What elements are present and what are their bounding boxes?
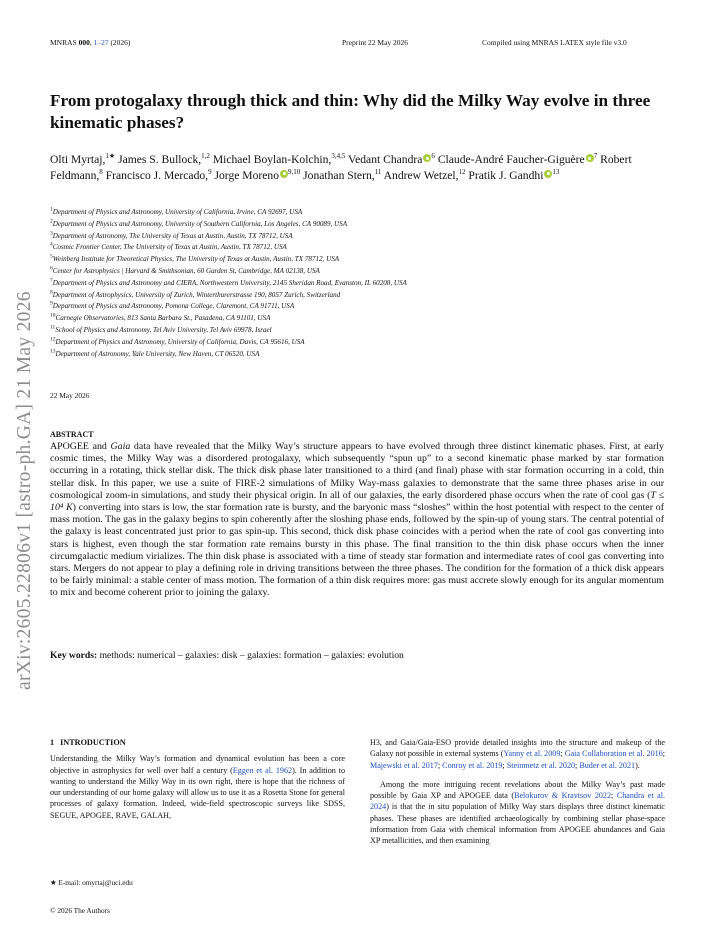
affiliation-list bbox=[50, 207, 670, 360]
affiliation-number: 7 bbox=[50, 277, 53, 284]
affiliation-number: 11 bbox=[50, 324, 56, 331]
intro-paragraph-1 bbox=[50, 753, 345, 821]
author bbox=[118, 153, 210, 166]
author-name: Vedant Chandra bbox=[348, 153, 423, 166]
running-header-center: Preprint 22 May 2026 bbox=[342, 38, 409, 47]
author-affiliation-marker: 6 bbox=[431, 152, 435, 161]
author-affiliation-marker: 13 bbox=[552, 167, 560, 176]
author-affiliation-marker: 7 bbox=[593, 152, 598, 161]
author-affiliation-marker: 9,10 bbox=[288, 167, 301, 176]
author bbox=[303, 169, 381, 182]
citation-link[interactable]: Gaia Collaboration et al. 2016 bbox=[564, 749, 663, 759]
citation-sep: ; bbox=[575, 760, 580, 770]
author-list bbox=[50, 152, 670, 183]
citation-link[interactable]: Eggen et al. 1962 bbox=[232, 765, 293, 775]
citation-link[interactable]: Yanny et al. 2009 bbox=[503, 749, 561, 759]
affiliation-text: Department of Physics and Astronomy and CIERA, Northwestern University, 2145 Sheridan Road, Evanston, IL 60208, USA bbox=[52, 278, 407, 287]
intro-text: H3, and Gaia/Gaia-ESO provide detailed insights into the structure and makeup of the Galaxy not possible in external systems ( bbox=[370, 738, 665, 759]
author-name: James S. Bullock, bbox=[118, 153, 202, 166]
affiliation-text: Department of Physics and Astronomy, University of Southern California, Los Angeles, CA 90089, USA bbox=[52, 219, 348, 228]
affiliation-number: 2 bbox=[50, 218, 53, 225]
abstract-heading: ABSTRACT bbox=[50, 430, 94, 439]
author bbox=[50, 153, 115, 166]
journal-name: MNRAS bbox=[50, 38, 77, 47]
author-name: Michael Boylan-Kolchin, bbox=[212, 153, 332, 166]
author bbox=[384, 169, 466, 182]
citation-link[interactable]: Majewski et al. 2017 bbox=[370, 760, 438, 770]
keywords bbox=[50, 650, 664, 661]
affiliation-number: 13 bbox=[50, 348, 56, 355]
paper-title: From protogalaxy through thick and thin: Why did the Milky Way evolve in three kinematic phases? bbox=[50, 91, 651, 132]
arxiv-stamp-text: arXiv:2605.22806v1 [astro-ph.GA] 21 May 2026 bbox=[14, 291, 35, 690]
abstract-temperature: T ≤ 10⁴ K bbox=[50, 489, 664, 514]
affiliation-number: 10 bbox=[50, 312, 56, 319]
author-name: Claude-André Faucher-Giguère bbox=[437, 153, 585, 166]
affiliation-item bbox=[50, 301, 670, 313]
section-number: 1 bbox=[50, 738, 55, 747]
body-column-right bbox=[370, 737, 665, 847]
abstract-part-3: ) converting into stars is low, the star formation rate is bursty, and the baryonic mass “sloshes” within the host potential with respect to the center of mass motion. The gas in the galaxy begins to spin coherently after the sloshing phase ends, followed by the spin-up of young stars. The central potential of the galaxy is least concentrated just prior to gas spin-up. This second, thick disk phase coincides with a period when the rate of cool gas converting into stars is highest, even though the star formation rate remains bursty in this phase. The final transition to the thin disk phase occurs when the inner circumgalactic medium virializes. The thin disk phase is associated with a time of steady star formation and intermediate rates of cool gas converting into stars. Mergers do not appear to play a defining role in driving transitions between the three phases. The condition for the formation of a thick disk appears to be fairly minimal: a stable center of mass motion. The formation of a thin disk requires more: gas must accrete slowly enough for its angular momentum to mix and become coherent prior to joining the galaxy. bbox=[50, 502, 664, 599]
citation-link[interactable]: Chandra et al. 2024 bbox=[370, 791, 666, 812]
citation-sep: ; bbox=[502, 760, 507, 770]
affiliation-item bbox=[50, 290, 670, 302]
affiliation-number: 12 bbox=[50, 336, 56, 343]
abstract-part-1: APOGEE and bbox=[50, 441, 111, 452]
affiliation-item bbox=[50, 337, 670, 349]
copyright: © 2026 The Authors bbox=[50, 906, 110, 915]
author-name: Robert Feldmann, bbox=[50, 153, 632, 182]
orcid-icon[interactable] bbox=[586, 154, 594, 162]
journal-year: (2026) bbox=[110, 38, 131, 47]
affiliation-item bbox=[50, 325, 670, 337]
affiliation-number: 8 bbox=[50, 289, 53, 296]
author-name: Olti Myrtaj, bbox=[50, 153, 106, 166]
author-name: Francisco J. Mercado, bbox=[105, 168, 209, 182]
affiliation-number: 6 bbox=[50, 265, 53, 272]
affiliation-item bbox=[50, 219, 670, 231]
affiliation-number: 3 bbox=[50, 230, 53, 237]
intro-paragraph-2 bbox=[370, 779, 665, 847]
author bbox=[213, 153, 346, 166]
author-affiliation-marker: 12 bbox=[458, 167, 466, 176]
citation-link[interactable]: Steinmetz et al. 2020 bbox=[506, 760, 576, 770]
citation-sep: ; bbox=[662, 749, 665, 759]
affiliation-text: Carnegie Observatories, 813 Santa Barbara St., Pasadena, CA 91101, USA bbox=[55, 314, 271, 323]
running-header-right: Compiled using MNRAS LATEX style file v3.0 bbox=[482, 38, 627, 47]
author-affiliation-marker: 3,4,5 bbox=[331, 152, 346, 161]
affiliation-number: 4 bbox=[50, 242, 53, 249]
author-affiliation-marker: 1★ bbox=[105, 152, 116, 161]
affiliation-text: Department of Physics and Astronomy, Pomona College, Claremont, CA 91711, USA bbox=[52, 302, 295, 311]
intro-text: ). bbox=[635, 760, 640, 770]
affiliation-number: 5 bbox=[50, 253, 53, 260]
intro-text: Among the more intriguing recent revelations about the Milky Way’s past made possible by Gaia XP and APOGEE data ( bbox=[370, 779, 665, 801]
affiliation-text: Weinberg Institute for Theoretical Physics, The University of Texas at Austin, Austin, TX 78712, USA bbox=[52, 255, 340, 264]
footnote-email[interactable]: E-mail: omyrtaj@uci.edu bbox=[56, 878, 133, 887]
author bbox=[468, 169, 559, 182]
abstract-gaia: Gaia bbox=[110, 441, 131, 452]
affiliation-item bbox=[50, 349, 670, 361]
body-column-left bbox=[50, 737, 345, 821]
affiliation-text: Department of Astrophysics, University of Zurich, Winterthurerstrasse 190, 8057 Zurich, Switzerland bbox=[52, 290, 341, 299]
citation-link[interactable]: Buder et al. 2021 bbox=[579, 760, 636, 770]
author-affiliation-marker: 8 bbox=[99, 167, 103, 176]
footnote-mark: ★ bbox=[50, 878, 57, 887]
publication-date: 22 May 2026 bbox=[50, 391, 90, 400]
affiliation-item bbox=[50, 242, 670, 254]
abstract-text bbox=[50, 441, 664, 600]
author-name: Pratik J. Gandhi bbox=[468, 168, 544, 182]
journal-volume: 000 bbox=[78, 38, 90, 47]
author-name: Andrew Wetzel, bbox=[383, 168, 459, 182]
author-name: Jorge Moreno bbox=[214, 168, 279, 182]
author-name: Jonathan Stern, bbox=[303, 168, 375, 182]
citation-link[interactable]: Conroy et al. 2019 bbox=[442, 760, 503, 770]
pages-link[interactable]: 1–27 bbox=[93, 38, 109, 47]
affiliation-number: 9 bbox=[50, 301, 53, 308]
citation-sep: ; bbox=[437, 760, 443, 770]
affiliation-item bbox=[50, 266, 670, 278]
abstract-part-2: data have revealed that the Milky Way’s structure appears to have evolved through three distinct kinematic phases. First, at early cosmic times, the Milky Way was a disordered protogalaxy, which subsequently “spun up” to a second kinematic phase marked by star formation occurring in a rotating, thick stellar disk. The thick disk phase later transitioned to a third (and final) phase with star formation occurring in a cold, thin stellar disk. In this paper, we use a suite of FIRE-2 simulations of Milky Way-mass galaxies to demonstrate that the same three phases arise in our cosmological zoom-in simulations, and study their physical origin. In all of our galaxies, the early disordered phase occurs when the rate of cool gas ( bbox=[50, 441, 664, 501]
affiliation-text: Department of Astronomy, The University of Texas at Austin, Austin, TX 78712, USA bbox=[52, 231, 293, 240]
affiliation-item bbox=[50, 313, 670, 325]
affiliation-text: School of Physics and Astronomy, Tel Aviv University, Tel Aviv 69978, Israel bbox=[55, 325, 272, 334]
affiliation-item bbox=[50, 207, 670, 219]
author bbox=[214, 169, 300, 182]
intro-paragraph-1-cont bbox=[370, 737, 665, 771]
author-affiliation-marker: 9 bbox=[208, 167, 212, 176]
section-title: INTRODUCTION bbox=[60, 738, 126, 747]
orcid-icon[interactable] bbox=[423, 154, 431, 162]
author-affiliation-marker: 1,2 bbox=[201, 152, 210, 161]
citation-link[interactable]: Belokurov & Kravtsov 2022 bbox=[514, 791, 612, 801]
intro-text: Understanding the Milky Way’s formation and dynamical evolution has been a core objective in astrophysics for well over half a century ( bbox=[50, 754, 345, 775]
affiliation-text: Department of Physics and Astronomy, University of California, Irvine, CA 92697, USA bbox=[52, 208, 303, 216]
citation-sep: ; bbox=[611, 791, 617, 801]
running-header-left: MNRAS 000, 1–27 (2026) bbox=[50, 38, 131, 47]
section-heading bbox=[50, 737, 345, 748]
footnote bbox=[50, 878, 133, 887]
author bbox=[348, 153, 435, 166]
affiliation-text: Department of Physics and Astronomy, University of California, Davis, CA 95616, USA bbox=[55, 337, 305, 346]
orcid-icon[interactable] bbox=[544, 170, 552, 178]
keywords-label: Key words: bbox=[50, 650, 98, 661]
intro-text: ) is that the in situ population of Milky Way stars displays three distinct kinematic phases. These phases are identified archaeologically by combining stellar phase-space information from Gaia with chemical information from APOGEE abundances and Gaia XP metallicities, and then examining bbox=[370, 802, 665, 846]
affiliation-number: 1 bbox=[50, 206, 53, 213]
affiliation-text: Cosmic Frontier Center, The University of Texas at Austin, Austin, TX 78712, USA bbox=[52, 243, 287, 252]
author-affiliation-marker: 11 bbox=[374, 167, 382, 176]
author bbox=[106, 169, 212, 182]
keywords-text: methods: numerical – galaxies: disk – galaxies: formation – galaxies: evolution bbox=[97, 650, 404, 661]
affiliation-item bbox=[50, 254, 670, 266]
orcid-icon[interactable] bbox=[280, 170, 288, 178]
affiliation-item bbox=[50, 278, 670, 290]
affiliation-item bbox=[50, 231, 670, 243]
affiliation-text: Center for Astrophysics | Harvard & Smithsonian, 60 Garden St, Cambridge, MA 02138, USA bbox=[52, 266, 320, 275]
intro-text: ). In addition to wanting to understand the Milky Way in its own right, there is hope that the richness of our understanding of our home galaxy will allow us to use it as a Rosetta Stone for general processes of galaxy formation. Indeed, wide-field spectroscopic surveys like SDSS, SEGUE, APOGEE, RAVE, GALAH, bbox=[50, 765, 345, 820]
citation-sep: ; bbox=[560, 749, 565, 759]
author bbox=[438, 153, 597, 166]
affiliation-text: Department of Astronomy, Yale University, New Haven, CT 06520, USA bbox=[55, 349, 260, 358]
